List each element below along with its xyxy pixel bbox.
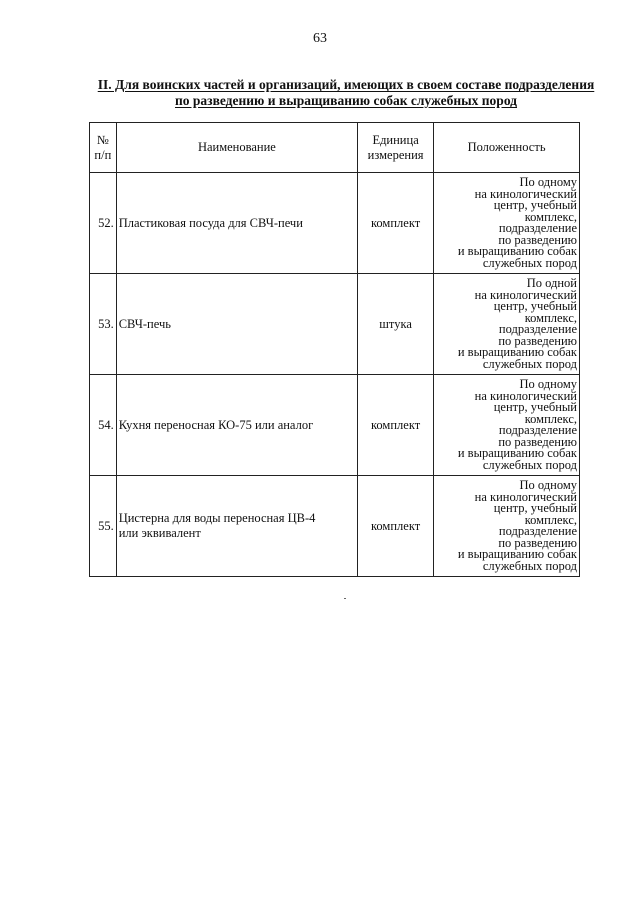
row-number: 54. xyxy=(90,375,117,476)
row-name: СВЧ-печь xyxy=(116,274,357,375)
table-row xyxy=(90,375,580,476)
page-number: 63 xyxy=(313,31,327,46)
row-name: Кухня переносная КО-75 или аналог xyxy=(116,375,357,476)
section-title xyxy=(96,77,596,109)
table-row xyxy=(90,274,580,375)
scan-speck xyxy=(344,598,346,599)
row-name: Пластиковая посуда для СВЧ-печи xyxy=(116,173,357,274)
table-header-row xyxy=(90,123,580,173)
section-title-line-2: по разведению и выращиванию собак служебных пород xyxy=(174,93,518,108)
header-unit: Единица измерения xyxy=(358,123,434,173)
row-number: 52. xyxy=(90,173,117,274)
row-quantity: По одному на кинологический центр, учебный комплекс, подразделение по разведению и выращиванию собак служебных пород xyxy=(434,173,580,274)
table-row xyxy=(90,173,580,274)
row-number: 53. xyxy=(90,274,117,375)
row-unit: комплект xyxy=(358,476,434,577)
row-quantity: По одному на кинологический центр, учебный комплекс, подразделение по разведению и выращиванию собак служебных пород xyxy=(434,476,580,577)
row-unit: комплект xyxy=(358,173,434,274)
header-quantity: Положенность xyxy=(434,123,580,173)
table-row xyxy=(90,476,580,577)
row-unit: комплект xyxy=(358,375,434,476)
row-unit: штука xyxy=(358,274,434,375)
header-number: № п/п xyxy=(90,123,117,173)
norms-table xyxy=(89,122,580,577)
row-name: Цистерна для воды переносная ЦВ-4 или эквивалент xyxy=(116,476,357,577)
row-quantity: По одной на кинологический центр, учебный комплекс, подразделение по разведению и выращиванию собак служебных пород xyxy=(434,274,580,375)
row-number: 55. xyxy=(90,476,117,577)
section-title-line-1: II. Для воинских частей и организаций, имеющих в своем составе подразделения xyxy=(97,77,595,92)
header-name: Наименование xyxy=(116,123,357,173)
row-quantity: По одному на кинологический центр, учебный комплекс, подразделение по разведению и выращиванию собак служебных пород xyxy=(434,375,580,476)
